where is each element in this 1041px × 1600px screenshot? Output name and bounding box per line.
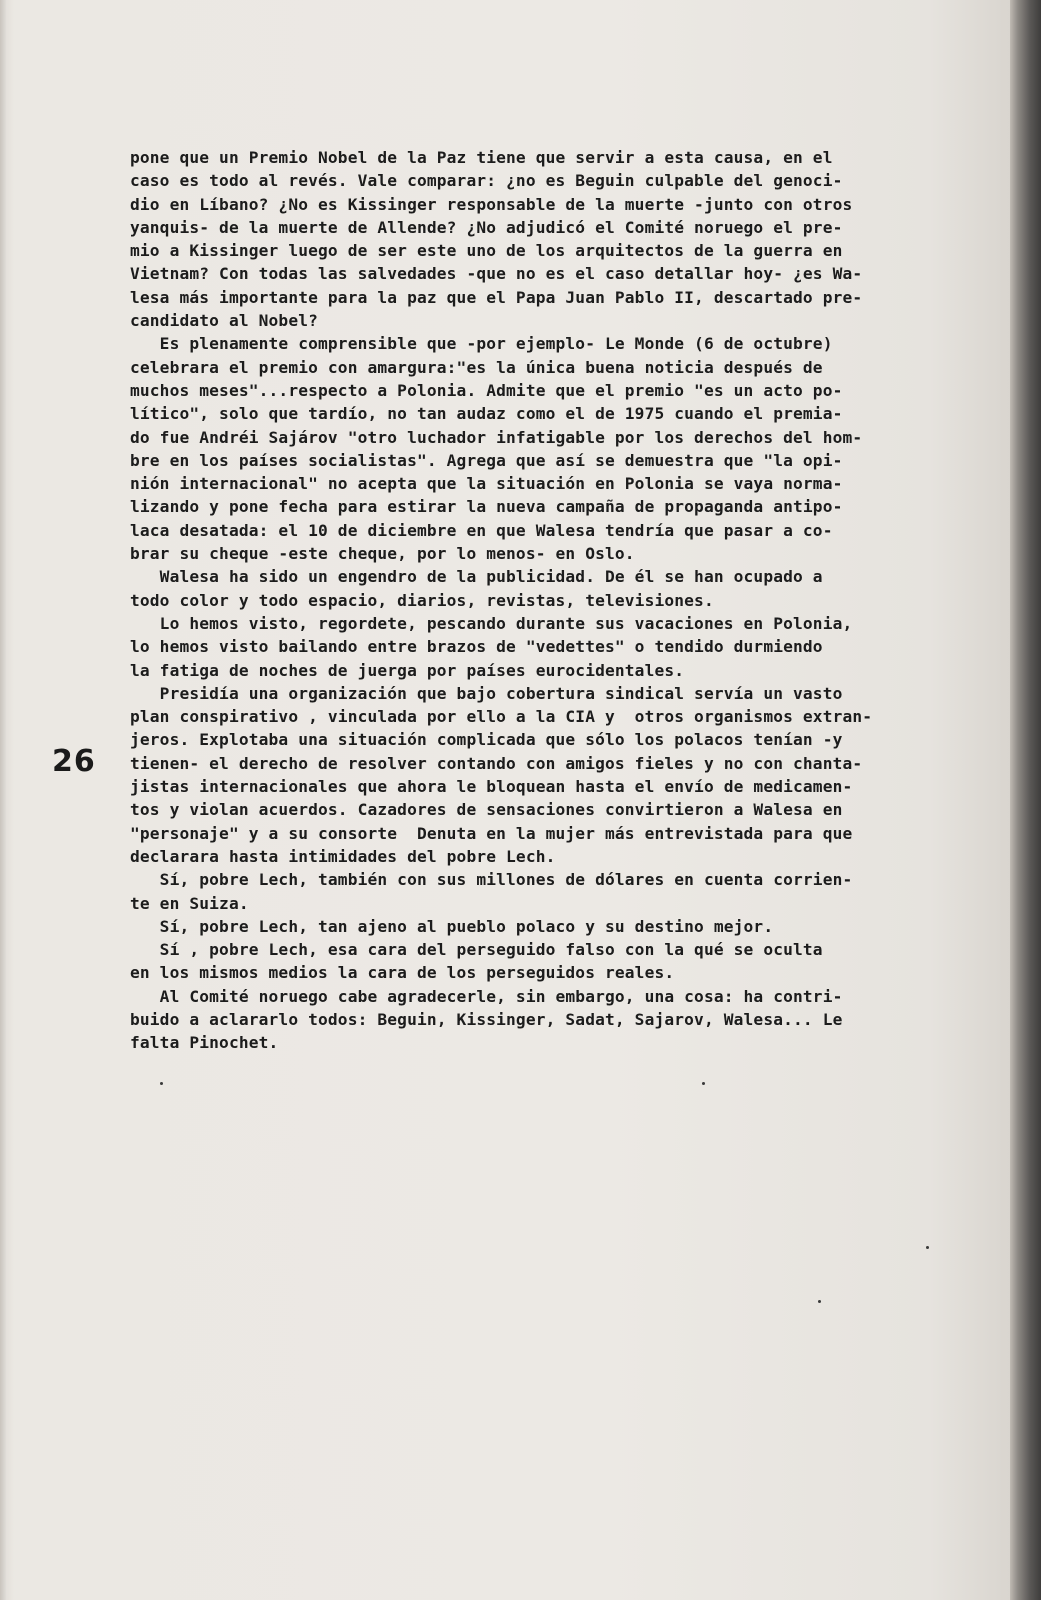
text-line: caso es todo al revés. Vale comparar: ¿no es Beguin culpable del genoci- [130,171,843,191]
ink-speck [818,1300,821,1303]
text-line: tienen- el derecho de resolver contando con amigos fieles y no con chanta- [130,753,863,773]
text-line: lítico", solo que tardío, no tan audaz como el de 1975 cuando el premia- [130,404,843,424]
text-line: dio en Líbano? ¿No es Kissinger responsable de la muerte -junto con otros [130,194,853,214]
ink-speck [702,1082,705,1085]
text-line: muchos meses"...respecto a Polonia. Admite que el premio "es un acto po- [130,380,843,400]
text-line: laca desatada: el 10 de diciembre en que Walesa tendría que pasar a co- [130,520,833,540]
text-line: jeros. Explotaba una situación complicada que sólo los polacos tenían -y [130,730,843,750]
text-line: Sí , pobre Lech, esa cara del perseguido falso con la qué se oculta [130,940,823,960]
text-line: lo hemos visto bailando entre brazos de "vedettes" o tendido durmiendo [130,637,823,657]
text-line: do fue Andréi Sajárov "otro luchador infatigable por los derechos del hom- [130,427,863,447]
text-line: la fatiga de noches de juerga por países eurocidentales. [130,660,685,680]
text-line: Es plenamente comprensible que -por ejemplo- Le Monde (6 de octubre) [130,334,833,354]
text-line: lesa más importante para la paz que el Papa Juan Pablo II, descartado pre- [130,287,863,307]
text-line: Walesa ha sido un engendro de la publicidad. De él se han ocupado a [130,567,823,587]
page-shadow-edge [1010,0,1041,1600]
text-line: te en Suiza. [130,893,249,913]
text-line: lizando y pone fecha para estirar la nueva campaña de propaganda antipo- [130,497,843,517]
text-line: jistas internacionales que ahora le bloquean hasta el envío de medicamen- [130,777,853,797]
text-line: celebrara el premio con amargura:"es la única buena noticia después de [130,357,823,377]
text-line: yanquis- de la muerte de Allende? ¿No adjudicó el Comité noruego el pre- [130,217,843,237]
text-line: todo color y todo espacio, diarios, revistas, televisiones. [130,590,714,610]
text-line: brar su cheque -este cheque, por lo menos- en Oslo. [130,544,635,564]
text-line: nión internacional" no acepta que la situación en Polonia se vaya norma- [130,474,843,494]
page-left-edge [0,0,6,1600]
text-line: Vietnam? Con todas las salvedades -que no es el caso detallar hoy- ¿es Wa- [130,264,863,284]
text-line: buido a aclararlo todos: Beguin, Kissinger, Sadat, Sajarov, Walesa... Le [130,1009,843,1029]
text-line: Lo hemos visto, regordete, pescando durante sus vacaciones en Polonia, [130,613,853,633]
text-line: plan conspirativo , vinculada por ello a la CIA y otros organismos extran- [130,707,873,727]
text-line: candidato al Nobel? [130,311,319,331]
body-text [130,146,1005,1055]
text-line: tos y violan acuerdos. Cazadores de sensaciones convirtieron a Walesa en [130,800,843,820]
text-line: declarara hasta intimidades del pobre Lech. [130,846,556,866]
text-line: en los mismos medios la cara de los perseguidos reales. [130,963,675,983]
ink-speck [160,1082,163,1085]
text-line: Presidía una organización que bajo cobertura sindical servía un vasto [130,683,843,703]
text-line: mio a Kissinger luego de ser este uno de los arquitectos de la guerra en [130,241,843,261]
text-line: pone que un Premio Nobel de la Paz tiene que servir a esta causa, en el [130,148,833,167]
text-line: Sí, pobre Lech, tan ajeno al pueblo polaco y su destino mejor. [130,916,774,936]
page-number: 26 [52,744,96,779]
ink-speck [926,1246,929,1249]
text-line: Al Comité noruego cabe agradecerle, sin embargo, una cosa: ha contri- [130,986,843,1006]
text-line: Sí, pobre Lech, también con sus millones de dólares en cuenta corrien- [130,870,853,890]
text-line: "personaje" y a su consorte Denuta en la mujer más entrevistada para que [130,823,853,843]
text-line: falta Pinochet. [130,1033,279,1053]
text-line: bre en los países socialistas". Agrega que así se demuestra que "la opi- [130,450,843,470]
